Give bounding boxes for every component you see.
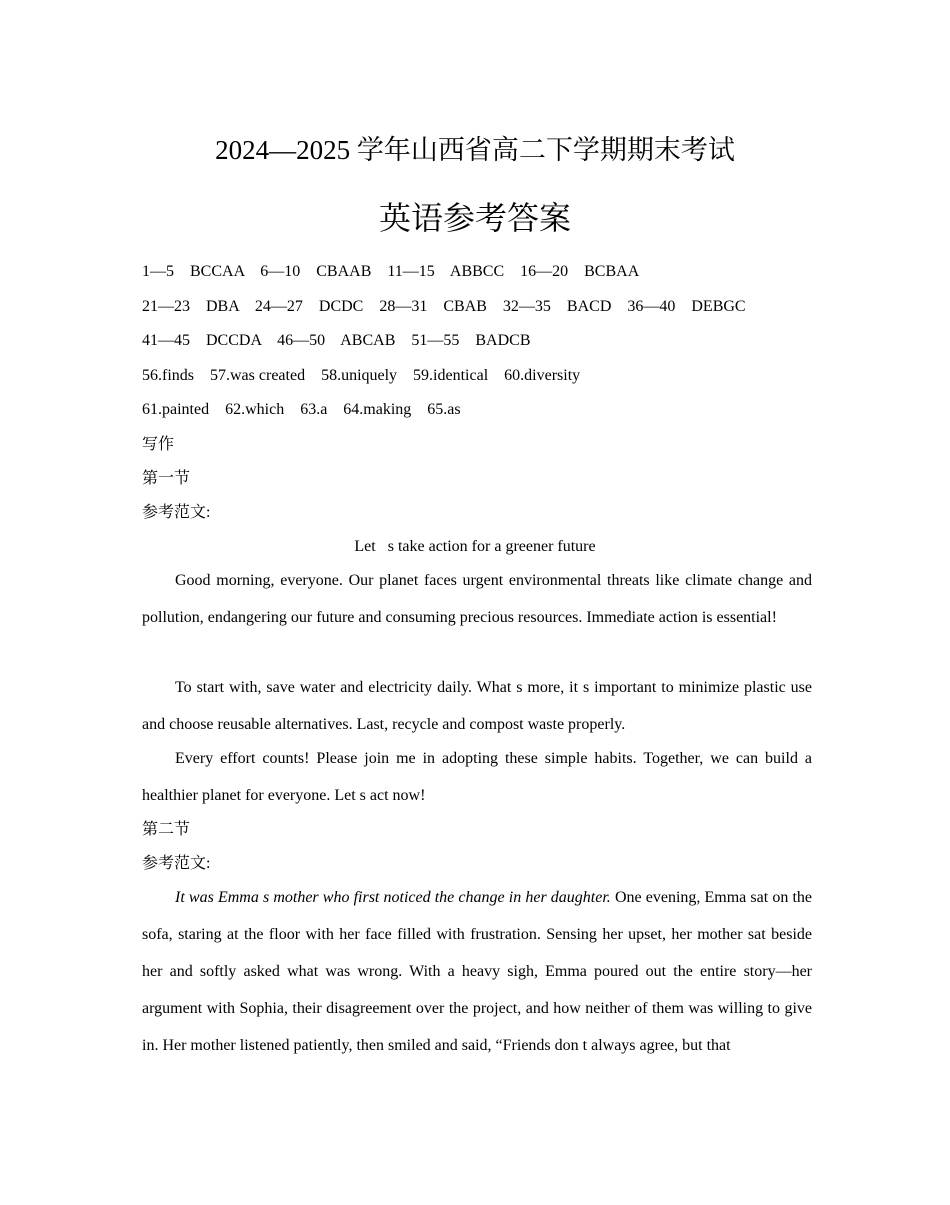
section-1-label: 参考范文:	[142, 504, 211, 521]
answer-row-3: 41—45 DCCDA 46—50 ABCAB 51—55 BADCB	[142, 332, 531, 349]
section-2-heading: 第二节	[142, 821, 191, 838]
writing-heading: 写作	[142, 436, 175, 453]
document-title: 2024—2025 学年山西省高二下学期期末考试	[215, 135, 735, 165]
section-1-heading: 第一节	[142, 470, 191, 487]
story-paragraph	[142, 879, 812, 1064]
answer-row-2: 21—23 DBA 24—27 DCDC 28—31 CBAB 32—35 BACD 36—40 DEBGC	[142, 298, 746, 315]
essay-paragraph-1: Good morning, everyone. Our planet faces urgent environmental threats like climate change and pollution, endangering our future and consuming precious resources. Immediate action is essential!	[142, 572, 812, 626]
story-opening-sentence: It was Emma s mother who first noticed the change in her daughter.	[175, 889, 611, 906]
section-2-label: 参考范文:	[142, 855, 211, 872]
story-continuation: One evening, Emma sat on the sofa, staring at the floor with her face filled with frustration. Sensing her upset, her mother sat beside her and softly asked what was wrong. With a heavy sigh, Emma poured out the entire story—her argument with Sophia, their disagreement over the project, and how neither of them was willing to give in. Her mother listened patiently, then smiled and said, “Friends don t always agree, but that	[142, 889, 813, 1054]
essay-title: Let s take action for a greener future	[354, 538, 596, 555]
answer-row-4: 56.finds 57.was created 58.uniquely 59.identical 60.diversity	[142, 367, 581, 384]
answer-row-5: 61.painted 62.which 63.a 64.making 65.as	[142, 401, 461, 418]
document-subtitle: 英语参考答案	[378, 200, 571, 236]
answer-row-1: 1—5 BCCAA 6—10 CBAAB 11—15 ABBCC 16—20 BCBAA	[142, 263, 640, 280]
essay-paragraph-2: To start with, save water and electricity daily. What s more, it s important to minimize plastic use and choose reusable alternatives. Last, recycle and compost waste properly.	[142, 679, 812, 733]
essay-paragraph-3: Every effort counts! Please join me in adopting these simple habits. Together, we can build a healthier planet for everyone. Let s act now!	[142, 750, 812, 804]
